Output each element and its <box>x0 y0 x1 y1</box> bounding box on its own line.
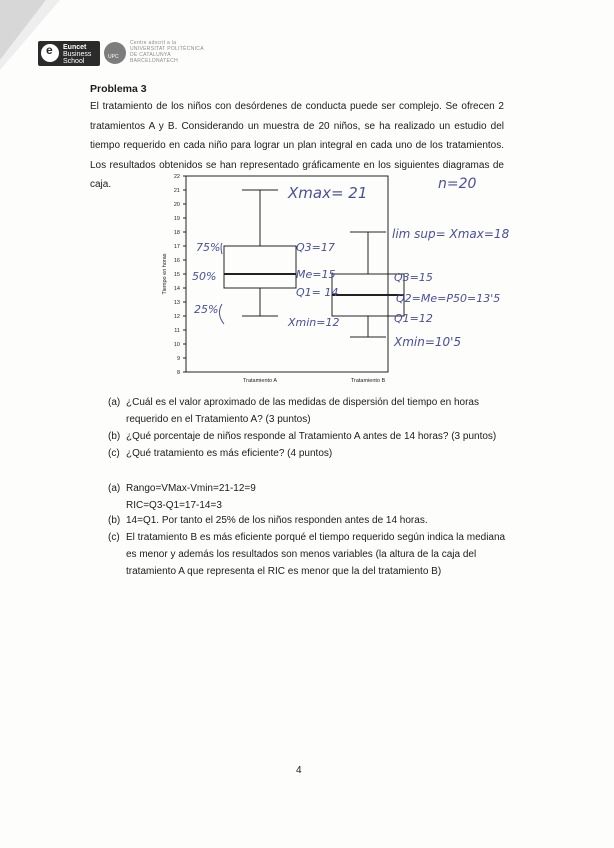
euncet-e-icon: e <box>41 44 59 62</box>
x-category-label: Tratamiento B <box>350 378 386 384</box>
problem-statement: El tratamiento de los niños con desórdenes de conducta puede ser complejo. Se ofrecen 2 tratamientos A y B. Considerando un muestra de 20 niños, se ha realizado un estudio del tiempo requerido en cada niño para lograr un plan integral en cada uno de los tratamientos. Los resultados obtenidos se han representado gráficamente en los siguientes diagramas de caja. <box>90 101 504 190</box>
question-label: (c) <box>108 448 120 459</box>
problem-title: Problema 3 <box>90 83 147 95</box>
annotation-me-a: Me=15 <box>296 268 336 281</box>
annotation-limsup-b: lim sup= Xmax=18 <box>392 227 510 241</box>
euncet-logo <box>38 41 100 66</box>
y-tick-label: 10 <box>173 342 180 348</box>
annotation-q1-a: Q1= 14 <box>296 286 339 299</box>
annotation-xmin-b: Xmin=10'5 <box>394 335 462 349</box>
upc-text <box>130 40 204 64</box>
annotation-brace-75 <box>221 243 222 254</box>
x-category-label: Tratamiento A <box>242 378 278 384</box>
box-iqr <box>224 246 296 288</box>
answer-text: RIC=Q3-Q1=17-14=3 <box>126 500 222 511</box>
question-text: ¿Qué porcentaje de niños responde al Tratamiento A antes de 14 horas? (3 puntos) <box>126 431 497 442</box>
y-tick-label: 17 <box>173 244 180 250</box>
y-tick-label: 20 <box>173 202 180 208</box>
y-tick-label: 22 <box>173 174 180 180</box>
euncet-line2: Business <box>63 51 92 58</box>
answer-label: (a) <box>108 483 121 494</box>
answer-text: Rango=VMax-Vmin=21-12=9 <box>126 483 256 494</box>
annotation-xmax-a: Xmax= 21 <box>288 184 368 202</box>
y-tick-label: 9 <box>176 356 180 362</box>
y-tick-label: 21 <box>173 188 180 194</box>
annotation-pct75: 75% <box>196 241 221 254</box>
question-label: (a) <box>108 397 121 408</box>
annotation-brace-25 <box>219 304 224 324</box>
answer-text: El tratamiento B es más eficiente porqué el tiempo requerido según indica la mediana es menor y además los resultados son menos variables (la altura de la caja del tratamiento A que representa el RIC es menor que la del tratamiento B) <box>126 532 506 577</box>
y-tick-label: 12 <box>173 314 180 320</box>
annotation-q3-a: Q3=17 <box>296 241 335 254</box>
question-text: ¿Qué tratamiento es más eficiente? (4 puntos) <box>126 448 333 459</box>
y-tick-label: 15 <box>173 272 180 278</box>
y-tick-label: 11 <box>174 328 180 334</box>
annotation-n: n=20 <box>438 176 477 192</box>
y-tick-label: 13 <box>173 300 180 306</box>
y-tick-label: 16 <box>173 258 180 264</box>
upc-line: UNIVERSITAT POLITÈCNICA <box>130 46 204 52</box>
answer-label: (b) <box>108 515 121 526</box>
y-tick-label: 18 <box>173 230 180 236</box>
y-tick-label: 14 <box>173 286 180 292</box>
upc-line: Centre adscrit a la <box>130 40 177 46</box>
annotation-pct50: 50% <box>192 270 217 283</box>
upc-mark: UPC <box>108 54 119 60</box>
annotation-q3-b: Q3=15 <box>394 271 433 284</box>
answer-label: (c) <box>108 532 120 543</box>
annotation-xmin-a: Xmin=12 <box>288 316 340 329</box>
answer-text: 14=Q1. Por tanto el 25% de los niños responden antes de 14 horas. <box>126 515 428 526</box>
annotation-q1-b: Q1=12 <box>394 312 433 325</box>
y-tick-label: 19 <box>173 216 180 222</box>
annotation-q2-b: Q2=Me=P50=13'5 <box>396 292 501 305</box>
upc-line: DE CATALUNYA <box>130 52 171 58</box>
boxplot-chart <box>150 168 540 390</box>
upc-line: BARCELONATECH <box>130 58 178 64</box>
question-text: ¿Cuál es el valor aproximado de las medidas de dispersión del tiempo en horas requerido en el Tratamiento A? (3 puntos) <box>126 397 479 425</box>
question-label: (b) <box>108 431 121 442</box>
upc-logo <box>104 42 126 64</box>
y-axis-label: Tiempo en horas <box>162 253 168 295</box>
y-tick-label: 8 <box>176 370 180 376</box>
annotation-pct25: 25% <box>194 303 219 316</box>
euncet-line1: Euncet <box>63 44 87 51</box>
page-number: 4 <box>296 765 302 776</box>
euncet-line3: School <box>63 58 85 65</box>
